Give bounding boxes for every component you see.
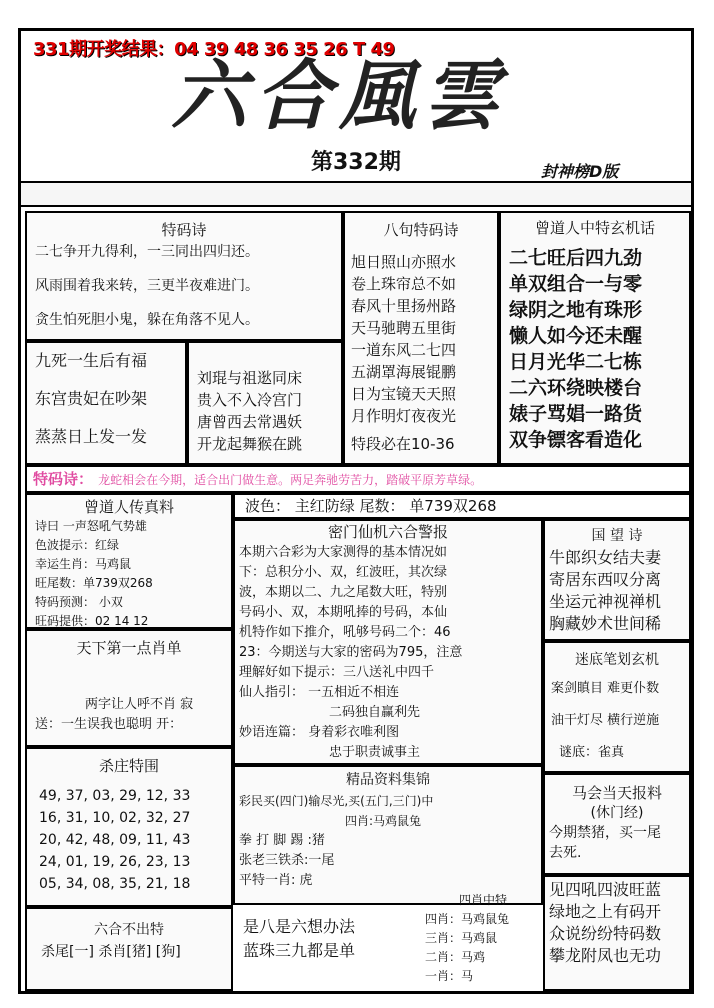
verse-line: 天马驰聘五里街 [351,319,457,337]
phrase: 刘琨与祖逖同床 [197,369,303,387]
midi-line: 案剑瞋目 难更仆数 [551,681,660,696]
info-line: 诗曰 一声怒吼气势雄 [35,519,147,533]
verse-line: 月作明灯夜夜光 [351,407,457,425]
mimen-title: 密门仙机六合警报 [327,523,448,541]
zeng-xuanji-title: 曾道人中特玄机话 [534,219,655,237]
mimen-body-line: 机特作如下推介，吼够号码二个：46 [239,625,451,640]
number-row: 20, 42, 48, 09, 11, 43 [39,832,191,848]
verse-line: 牛郎织女结夫妻 [549,548,662,567]
verse-line: 二六环绕映楼台 [509,377,643,399]
verse-line: 旭日照山亦照水 [351,253,457,271]
verse-line: 胸藏妙术世间稀 [549,614,662,633]
mimen-body-line: 号码小、双，本期吼捧的号码，本仙 [239,605,448,620]
guide-label: 仙人指引： [239,685,305,700]
wave-tail-bar [233,493,691,519]
wave-tail-text: 波色： 主红防绿 尾数： 单739双268 [245,497,497,515]
mimen-body-line: 理解好如下提示：三八送礼中四千 [239,665,435,680]
verse-line: 攀龙附凤也无功 [549,946,662,965]
verse-line: 一道东风二七四 [351,341,457,359]
phrase: 贵入不入冷宫门 [197,391,303,409]
edition-label: 封神榜D版 [541,162,619,181]
phrase: 开龙起舞猴在跳 [197,435,303,453]
verse-line: 双争镖客看造化 [509,429,643,451]
tema-banner-label: 特码诗： [33,470,94,488]
mahui-line: 今期禁猪，买一尾 [549,825,661,841]
jingpin-line: 四肖:马鸡鼠兔 [345,814,422,828]
verse-line: 五湖罩海展锟鹏 [351,363,457,381]
number-row: 16, 31, 10, 02, 32, 27 [39,810,191,826]
phrase: 东宫贵妃在吵架 [35,389,148,408]
shazhuang-box [25,747,233,907]
jingpin-line: 平特一肖: 虎 [239,873,313,888]
buchu-box [25,907,233,991]
tianxia-title: 天下第一点肖单 [76,639,182,657]
jingpin-box [233,765,543,905]
verse-line: 婊子骂娼一路货 [509,403,643,425]
info-line: 旺尾数：单739双268 [35,576,153,590]
guide-line: 二码独自赢利先 [329,705,421,720]
verse-line: 春风十里扬州路 [351,297,457,315]
jingpin-line: 彩民买(四门)输尽光,买(五门,三门)中 [239,794,434,808]
header-divider [21,181,691,207]
tema-banner [25,465,691,493]
info-line: 幸运生肖：马鸡鼠 [35,557,132,571]
midi-answer: 谜底：雀真 [559,745,625,760]
shazhuang-title: 杀庄特围 [98,757,159,775]
info-line: 色波提示：红绿 [35,538,120,552]
guowang-box [543,519,691,641]
phrase: 是八是六想办法 [243,917,356,936]
tema-poem-title: 特码诗 [161,221,207,239]
tema-poem-box [25,211,343,341]
brand-title: 六合風雲 [171,51,507,140]
info-line: 旺码提供：02 14 12 [35,614,149,628]
midi-line: 油干灯尽 横行逆施 [551,713,660,728]
verse-line: 绿地之上有码开 [549,902,662,921]
mahui-box [543,773,691,875]
mimen-body-line: 本期六合彩为大家测得的基本情况如 [239,545,448,560]
guide-line: 一五相近不相连 [308,685,400,700]
eight-lines-box [343,211,499,465]
verse-line: 日月光华二七栋 [509,351,643,373]
guide-row [239,683,541,703]
miao-line: 忠于职责诚事主 [329,745,421,760]
left-phrases-box [25,341,187,465]
tema-poem-line: 贪生怕死胆小鬼，躲在角落不见人。 [35,312,259,328]
phrase: 蓝珠三九都是单 [243,941,356,960]
tianxia-line: 两字让人呼不肖 寂 [85,697,194,712]
tema-banner-text: 龙蛇相会在今期，适合出门做生意。两足奔驰劳苦力，踏破平原芳草绿。 [98,473,483,487]
page-frame [18,28,694,994]
miao-row [239,723,541,743]
number-row: 24, 01, 19, 26, 23, 13 [39,854,191,870]
guowang-title: 国 望 诗 [591,528,643,544]
issue-number: 第332期 [311,150,401,175]
phrase: 九死一生后有福 [35,351,148,370]
verse-line: 单双组合一与零 [509,273,643,295]
mimen-box [233,519,543,765]
jingpin-title: 精品资料集锦 [346,772,430,788]
number-row: 49, 37, 03, 29, 12, 33 [39,788,191,804]
mid-phrases-box [187,341,343,465]
verse-line: 卷上珠帘总不如 [351,275,457,293]
mahui-line: 去死. [549,845,582,861]
verse-line: 见四吼四波旺蓝 [549,880,662,899]
zeng-zhenliao-box [25,493,233,629]
verse-line: 二七旺后四九劲 [509,247,643,269]
verse-line: 绿阴之地有珠形 [509,299,643,321]
eight-lines-title: 八句特码诗 [383,221,459,239]
tianxia-box [25,629,233,747]
phrase: 蒸蒸日上发一发 [35,427,148,446]
sixiao-line: 四肖：马鸡鼠兔 [425,912,510,926]
tianxia-line: 送：一生误我也聪明 开： [35,717,183,732]
result-banner: 331期开奖结果：04 39 48 36 35 26 T 49 [33,39,395,60]
miao-label: 妙语连篇： [239,725,305,740]
verse-line: 日为宝镜天天照 [351,385,457,403]
verse-line: 坐运元神视禅机 [549,592,662,611]
zeng-zhenliao-title: 曾道人传真料 [83,498,174,516]
tema-poem-line: 二七争开九得利，一三同出四归还。 [35,244,259,260]
jingpin-line: 拳 打 脚 踢 :猪 [239,833,325,848]
midi-title: 迷底笔划玄机 [575,652,659,668]
verse-line: 众说纷纷特码数 [549,924,662,943]
sixiao-line: 一肖：马 [425,969,474,983]
number-row: 05, 34, 08, 35, 21, 18 [39,876,191,892]
mimen-body-line: 下：总积分小、双，红波旺，其次绿 [239,565,448,580]
center-phrases [243,915,433,985]
sixiao-box [423,891,543,991]
sixiao-title: 四肖中特 [458,893,507,907]
buchu-line: 杀尾[一] 杀肖[猪] [狗] [41,944,181,960]
buchu-title: 六合不出特 [94,922,164,938]
verse-line: 寄居东西叹分离 [549,570,662,589]
jingpin-line: 张老三铁杀:一尾 [239,853,335,868]
sixiao-line: 二肖：马鸡 [425,950,486,964]
verse-line: 懒人如今还未醒 [509,325,643,347]
mahui-title: 马会当天报料 [571,784,662,802]
midi-box [543,641,691,773]
bottom-right-box [543,875,691,991]
mahui-subtitle: (休门经) [590,805,644,821]
mimen-body-line: 波，本期以二、九之尾数大旺，特别 [239,585,448,600]
info-line: 特码预测： 小双 [35,595,123,609]
mimen-body-line: 23：今期送与大家的密码为795，注意 [239,645,463,660]
eight-lines-footer: 特段必在10-36 [351,435,455,453]
phrase: 唐曾西去常遇妖 [197,413,303,431]
miao-line: 身着彩衣唯利图 [308,725,400,740]
sixiao-line: 三肖：马鸡鼠 [425,931,498,945]
tema-poem-line: 风雨围着我来转，三更半夜难进门。 [35,278,259,294]
zeng-xuanji-box [499,211,691,465]
